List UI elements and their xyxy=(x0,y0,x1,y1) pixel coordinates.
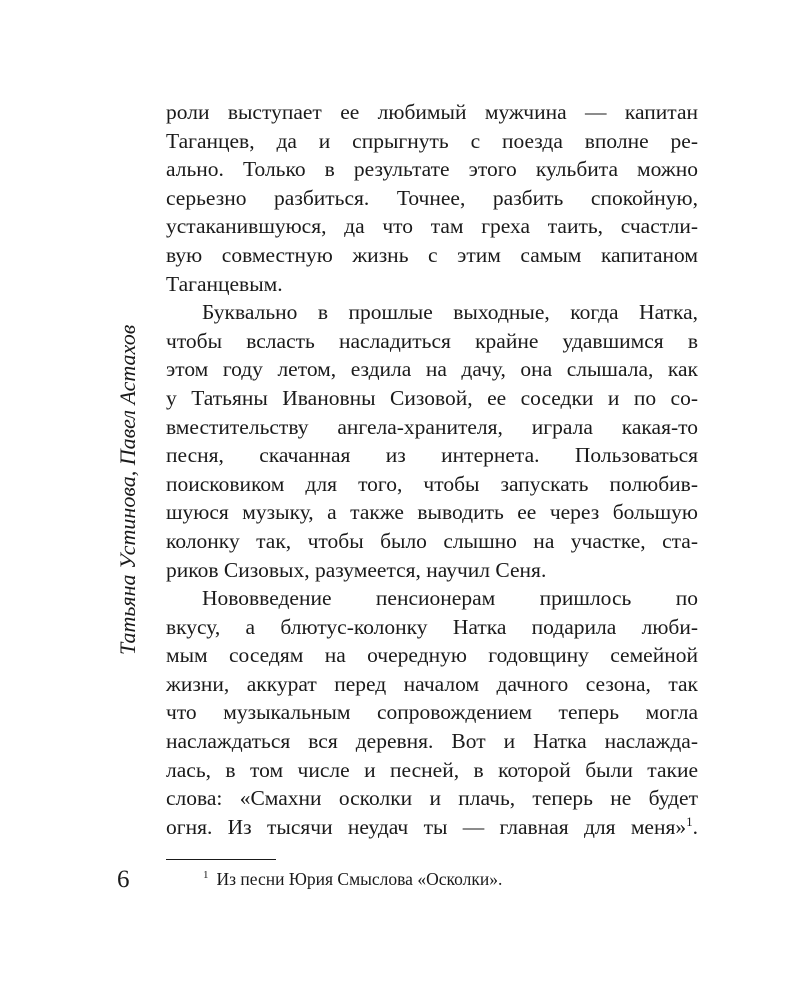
footnote-divider xyxy=(166,859,276,860)
text-line xyxy=(166,327,698,356)
text-line xyxy=(166,698,698,727)
punctuation: . xyxy=(692,814,698,839)
footnote xyxy=(203,869,502,890)
text-line-content: Буквально в прошлые выходные, когда Натка, xyxy=(202,300,698,325)
body-text xyxy=(166,98,698,841)
text-line xyxy=(166,184,698,213)
text-line xyxy=(166,441,698,470)
text-line xyxy=(166,470,698,499)
text-line xyxy=(166,98,698,127)
footnote-text: Из песни Юрия Смыслова «Осколки». xyxy=(216,869,503,889)
footnote-marker: 1 xyxy=(203,869,209,881)
text-line xyxy=(166,756,698,785)
text-line-content: поисковиком для того, чтобы запускать полюбив- xyxy=(166,471,698,496)
text-line-content: серьезно разбиться. Точнее, разбить спокойную, xyxy=(166,185,698,210)
text-line-content: песня, скачанная из интернета. Пользоваться xyxy=(166,443,698,468)
text-line-content: слова: «Смахни осколки и плачь, теперь не будет xyxy=(166,786,698,811)
text-line xyxy=(166,556,698,585)
text-line-content: риков Сизовых, разумеется, научил Сеня. xyxy=(166,557,547,582)
text-line xyxy=(166,127,698,156)
text-line-content: вую совместную жизнь с этим самым капитаном xyxy=(166,242,698,267)
text-line xyxy=(166,584,698,613)
text-line-content: лась, в том числе и песней, в которой были такие xyxy=(166,757,698,782)
text-line xyxy=(166,613,698,642)
text-line xyxy=(166,813,698,842)
text-line xyxy=(166,355,698,384)
text-line xyxy=(166,270,698,299)
text-line-content: чтобы всласть насладиться крайне удавшимся в xyxy=(166,328,698,353)
text-line xyxy=(166,498,698,527)
text-line-content: вместительству ангела-хранителя, играла какая-то xyxy=(166,414,698,439)
text-line-content: ально. Только в результате этого кульбита можно xyxy=(166,157,698,182)
text-line xyxy=(166,641,698,670)
text-line xyxy=(166,727,698,756)
running-head-authors: Татьяна Устинова, Павел Астахов xyxy=(115,324,140,655)
text-line-content: устаканившуюся, да что там греха таить, счастли- xyxy=(166,214,698,239)
text-line xyxy=(166,413,698,442)
text-line-content: мым соседям на очередную годовщину семейной xyxy=(166,643,698,668)
text-line-content: у Татьяны Ивановны Сизовой, ее соседки и по со- xyxy=(166,385,698,410)
text-line xyxy=(166,241,698,270)
text-line-content: вкусу, а блютус-колонку Натка подарила люби- xyxy=(166,614,698,639)
text-line-content: огня. Из тысячи неудач ты — главная для меня» xyxy=(166,814,687,839)
text-line-content: что музыкальным сопровождением теперь могла xyxy=(166,700,698,725)
text-line-content: жизни, аккурат перед началом дачного сезона, так xyxy=(166,671,698,696)
text-line xyxy=(166,212,698,241)
text-line-content: роли выступает ее любимый мужчина — капитан xyxy=(166,100,698,124)
text-line-content: Таганцев, да и спрыгнуть с поезда вполне ре- xyxy=(166,128,698,153)
text-line-content: Таганцевым. xyxy=(166,271,283,296)
text-line-content: наслаждаться вся деревня. Вот и Натка наслажда- xyxy=(166,729,698,754)
text-line-content: Нововведение пенсионерам пришлось по xyxy=(202,586,698,611)
text-line-content: этом году летом, ездила на дачу, она слышала, как xyxy=(166,357,698,382)
text-line-content: шуюся музыку, а также выводить ее через большую xyxy=(166,500,698,525)
page-number: 6 xyxy=(117,866,130,893)
text-line xyxy=(166,784,698,813)
text-line-content: колонку так, чтобы было слышно на участке, ста- xyxy=(166,528,698,553)
text-line xyxy=(166,670,698,699)
text-line xyxy=(166,527,698,556)
text-line xyxy=(166,155,698,184)
footnote-reference[interactable]: 1 xyxy=(686,813,693,829)
text-line xyxy=(166,298,698,327)
text-line xyxy=(166,384,698,413)
